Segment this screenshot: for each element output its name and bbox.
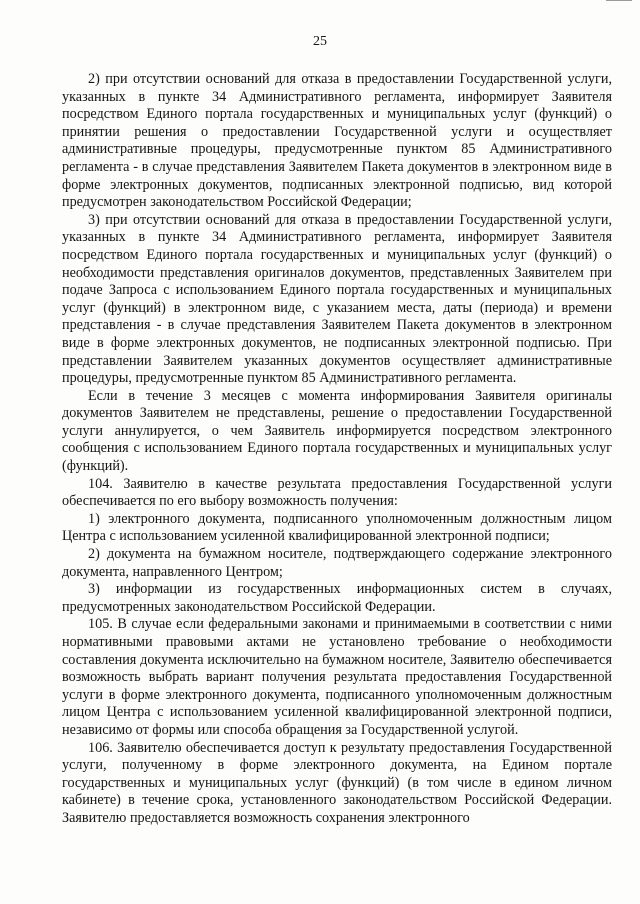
page-number: 25 bbox=[313, 34, 327, 49]
paragraph-104-item-2: 2) документа на бумажном носителе, подтверждающего содержание электронного документа, направленного Центром; bbox=[62, 546, 612, 580]
body-text bbox=[62, 71, 612, 828]
paragraph-104-item-3: 3) информации из государственных информационных систем в случаях, предусмотренных законодательством Российской Федерации. bbox=[62, 581, 612, 615]
paragraph-104-item-1: 1) электронного документа, подписанного уполномоченным должностным лицом Центра с использованием усиленной квалифицированной электронной подписи; bbox=[62, 510, 612, 545]
scan-edge-mark bbox=[606, 0, 632, 1]
paragraph-104: 104. Заявителю в качестве результата предоставления Государственной услуги обеспечивается по его выбору возможность получения: bbox=[62, 475, 612, 510]
paragraph-originals-deadline: Если в течение 3 месяцев с момента информирования Заявителя оригиналы документов Заявителем не представлены, решение о предоставлении Государственной услуги аннулируется, о чем Заявитель информируется посредством электронного сообщения с использованием Единого портала государственных и муниципальных услуг (функций). bbox=[62, 387, 612, 475]
paragraph-105: 105. В случае если федеральными законами и принимаемыми в соответствии с ними нормативными правовыми актами не установлено требование о необходимости составления документа исключительно на бумажном носителе, Заявителю обеспечивается возможность выбрать вариант получения результата предоставления Государственной услуги в форме электронного документа, подписанного уполномоченным должностным лицом Центра с использованием усиленной квалифицированной электронной подписи, независимо от формы или способа обращения за Государственной услугой. bbox=[62, 616, 612, 738]
paragraph-item-2: 2) при отсутствии оснований для отказа в предоставлении Государственной услуги, указанных в пункте 34 Административного регламента, информирует Заявителя посредством Единого портала государственных и муниципальных услуг (функций) о принятии решения о предоставлении Государственной услуги и осуществляет административные процедуры, предусмотренные пунктом 85 Административного регламента - в случае представления Заявителем Пакета документов в электронном виде в форме электронных документов, подписанных электронной подписью, вид которой предусмотрен законодательством Российской Федерации; bbox=[62, 71, 612, 211]
paragraph-item-3: 3) при отсутствии оснований для отказа в предоставлении Государственной услуги, указанных в пункте 34 Административного регламента, информирует Заявителя посредством Единого портала государственных и муниципальных услуг (функций) о необходимости представления оригиналов документов, представленных Заявителем при подаче Запроса с использованием Единого портала государственных и муниципальных услуг (функций) в электронном виде, с указанием места, даты (периода) и времени представления - в случае представления Заявителем Пакета документов в электронном виде в форме электронных документов, не подписанных электронной подписью. При представлении Заявителем указанных документов осуществляет административные процедуры, предусмотренные пунктом 85 Административного регламента. bbox=[62, 211, 612, 387]
paragraph-106: 106. Заявителю обеспечивается доступ к результату предоставления Государственной услуги, полученному в форме электронного документа, на Едином портале государственных и муниципальных услуг (функций) (в том числе в едином личном кабинете) в течение срока, установленного законодательством Российской Федерации. Заявителю предоставляется возможность сохранения электронного bbox=[62, 739, 612, 826]
